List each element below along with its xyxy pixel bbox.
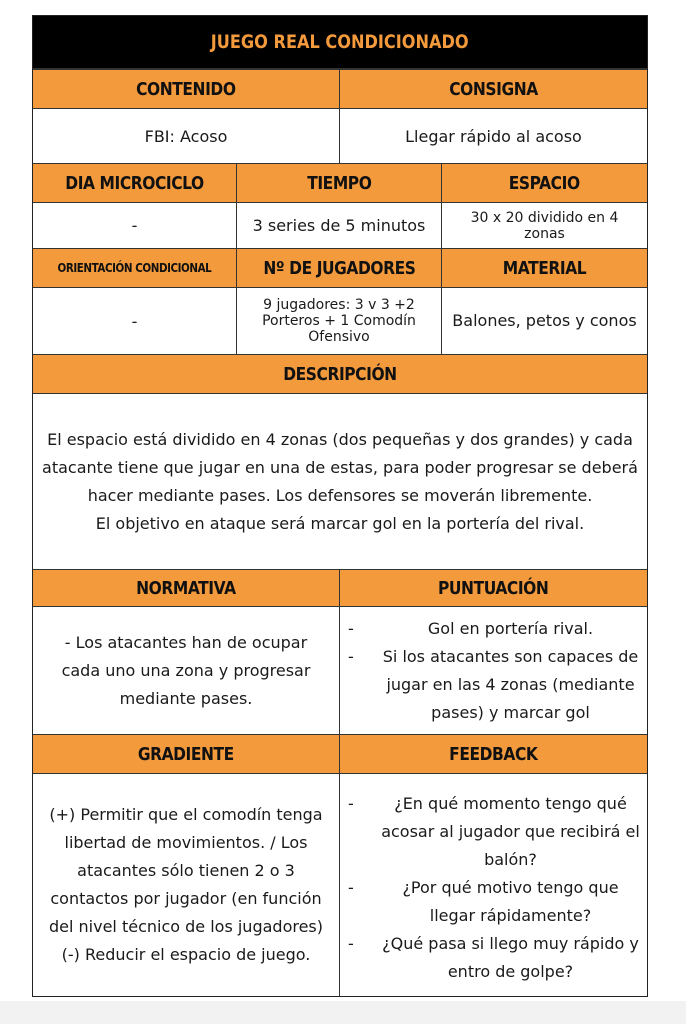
- tiempo-header: [237, 163, 442, 203]
- puntuacion-header-text: PUNTUACIÓN: [438, 577, 549, 599]
- bullet: -: [348, 794, 354, 813]
- contenido-header-text: CONTENIDO: [136, 78, 236, 100]
- header-row-2: [33, 163, 647, 203]
- normativa-header: [33, 569, 340, 607]
- feedback-item-text: ¿Qué pasa si llego muy rápido y entro de golpe?: [382, 934, 639, 981]
- value-row-2: [33, 203, 647, 248]
- descripcion-header-row: [33, 354, 647, 394]
- bullet: -: [348, 647, 354, 666]
- material-header-text: MATERIAL: [502, 257, 587, 279]
- contenido-header: [33, 69, 340, 109]
- consigna-value: Llegar rápido al acoso: [405, 126, 582, 146]
- material-value: Balones, petos y conos: [452, 311, 637, 330]
- page-bottom-strip: [0, 1001, 686, 1024]
- feedback-header: [340, 734, 647, 774]
- dia-microciclo-value: -: [33, 203, 237, 248]
- normativa-header-text: NORMATIVA: [136, 577, 236, 599]
- feedback-list: [340, 774, 647, 996]
- bullet: -: [348, 619, 354, 638]
- gradiente-body: [33, 774, 340, 996]
- gradiente-header: [33, 734, 340, 774]
- jugadores-value: 9 jugadores: 3 v 3 +2 Porteros + 1 Comodín Ofensivo: [237, 288, 442, 354]
- header-row-3: [33, 248, 647, 288]
- puntuacion-item: [348, 643, 643, 727]
- descripcion-header: [33, 354, 647, 394]
- sheet-title-text: JUEGO REAL CONDICIONADO: [211, 31, 469, 53]
- descripcion-body-row: [33, 394, 647, 569]
- puntuacion-header: [340, 569, 647, 607]
- puntuacion-item: [348, 615, 643, 643]
- bullet: -: [348, 934, 354, 953]
- bullet: -: [348, 878, 354, 897]
- orientacion-header-text: ORIENTACIÓN CONDICIONAL: [57, 261, 212, 275]
- material-header: [442, 248, 647, 288]
- value-row-5: [33, 607, 647, 734]
- consigna-header-text: CONSIGNA: [449, 78, 538, 100]
- orientacion-value: -: [33, 288, 237, 354]
- jugadores-header: [237, 248, 442, 288]
- sheet-title: [33, 16, 647, 69]
- value-row-6: [33, 774, 647, 996]
- tiempo-header-text: TIEMPO: [306, 172, 372, 194]
- dia-microciclo-header-text: DIA MICROCICLO: [65, 172, 204, 194]
- normativa-value: - Los atacantes han de ocupar cada uno una zona y progresar mediante pases.: [33, 607, 340, 734]
- dia-microciclo-header: [33, 163, 237, 203]
- gradiente-plus: (+) Permitir que el comodín tenga libertad de movimientos. / Los atacantes sólo tienen 2 o 3 contactos por jugador (en función del nivel técnico de los jugadores): [48, 805, 323, 936]
- header-row-5: [33, 569, 647, 607]
- session-sheet: [32, 15, 648, 997]
- descripcion-text: El espacio está dividido en 4 zonas (dos pequeñas y dos grandes) y cada atacante tiene que jugar en una de estas, para poder progresar se deberá hacer mediante pases. Los defensores se moverán libremente.: [42, 429, 638, 505]
- espacio-value: 30 x 20 dividido en 4 zonas: [470, 209, 619, 242]
- header-row-6: [33, 734, 647, 774]
- feedback-item: [348, 930, 643, 986]
- title-row: [33, 16, 647, 69]
- value-row-3: [33, 288, 647, 354]
- descripcion-objective: El objetivo en ataque será marcar gol en la portería del rival.: [95, 513, 585, 533]
- puntuacion-list: [340, 607, 647, 734]
- value-row-1: [33, 109, 647, 163]
- gradiente-minus: (-) Reducir el espacio de juego.: [61, 945, 311, 964]
- tiempo-value: 3 series de 5 minutos: [237, 203, 442, 248]
- gradiente-header-text: GRADIENTE: [137, 743, 234, 765]
- feedback-item: [348, 874, 643, 930]
- jugadores-header-text: Nº DE JUGADORES: [262, 257, 416, 279]
- puntuacion-item-text: Gol en portería rival.: [427, 619, 594, 638]
- descripcion-header-text: DESCRIPCIÓN: [283, 363, 397, 385]
- header-row-1: [33, 69, 647, 109]
- contenido-value: FBI: Acoso: [33, 109, 340, 163]
- descripcion-body: [33, 394, 647, 569]
- orientacion-header: [33, 248, 237, 288]
- puntuacion-item-text: Si los atacantes son capaces de jugar en las 4 zonas (mediante pases) y marcar gol: [382, 647, 639, 722]
- feedback-header-text: FEEDBACK: [449, 743, 538, 765]
- espacio-header-text: ESPACIO: [509, 172, 580, 194]
- feedback-item-text: ¿En qué momento tengo qué acosar al jugador que recibirá el balón?: [381, 794, 640, 869]
- feedback-item-text: ¿Por qué motivo tengo que llegar rápidamente?: [402, 878, 619, 925]
- consigna-header: [340, 69, 647, 109]
- feedback-item: [348, 790, 643, 874]
- espacio-header: [442, 163, 647, 203]
